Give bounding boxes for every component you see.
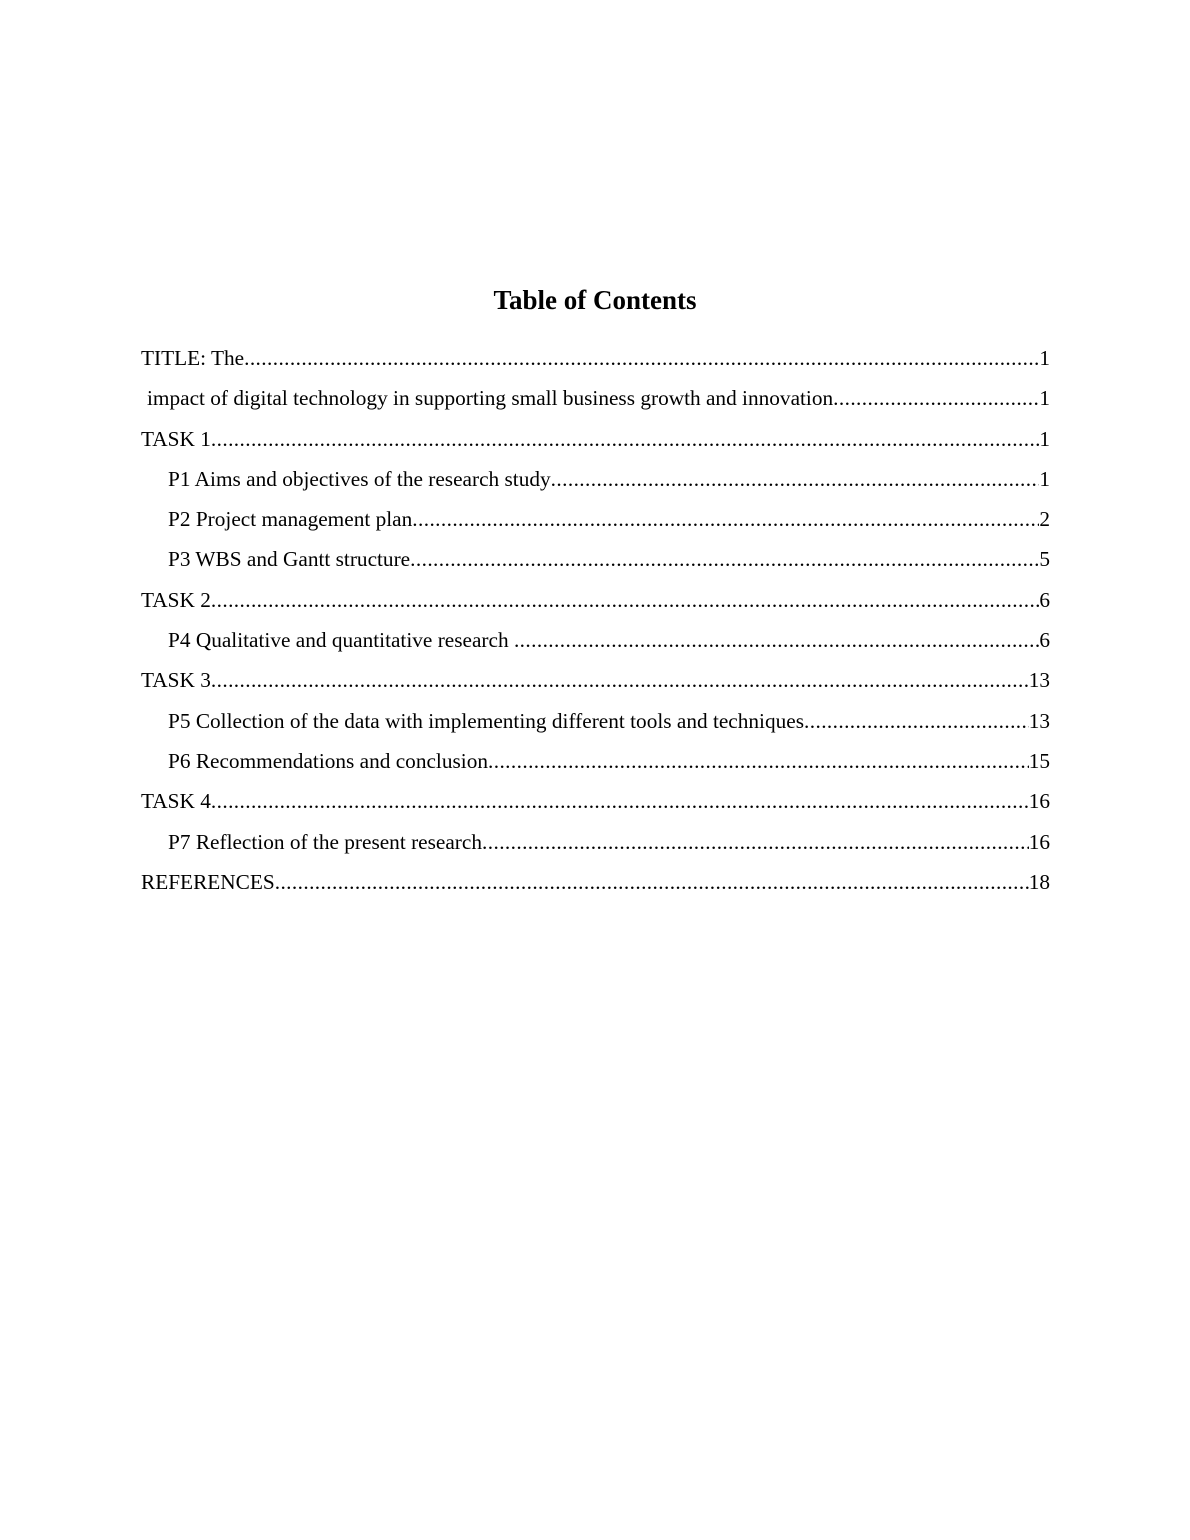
toc-leader-dots <box>244 338 1039 378</box>
toc-title: Table of Contents <box>493 285 697 315</box>
toc-leader-dots <box>211 660 1029 700</box>
toc-entry-text: P4 Qualitative and quantitative research <box>168 628 514 653</box>
toc-entry-task-1[interactable] <box>141 419 1050 459</box>
toc-entry-text: P1 Aims and objectives of the research study <box>168 466 551 491</box>
toc-page-number: 1 <box>1039 346 1050 370</box>
toc-leader-dots <box>804 701 1029 741</box>
toc-entry-text: TASK 3 <box>141 668 211 693</box>
toc-link-references[interactable] <box>141 862 1050 902</box>
toc-entry-title-continued[interactable] <box>141 378 1050 418</box>
toc-entry-title[interactable] <box>141 338 1050 378</box>
toc-entry-p1[interactable] <box>141 459 1050 499</box>
toc-entry-task-4[interactable] <box>141 781 1050 821</box>
toc-leader-dots <box>211 419 1039 459</box>
toc-list <box>141 338 1050 902</box>
toc-page-number: 18 <box>1028 869 1050 894</box>
toc-link-p2[interactable] <box>168 499 1050 539</box>
toc-page-number: 6 <box>1039 587 1050 612</box>
toc-entry-text: P2 Project management plan <box>168 507 413 532</box>
toc-entry-p6[interactable] <box>141 741 1050 781</box>
toc-entry-p7[interactable] <box>141 822 1050 862</box>
toc-page-number: 13 <box>1028 668 1050 693</box>
toc-link-p6[interactable] <box>168 741 1050 781</box>
toc-link-task-4[interactable] <box>141 781 1050 821</box>
toc-entry-task-2[interactable] <box>141 580 1050 620</box>
toc-entry-p4[interactable] <box>141 620 1050 660</box>
toc-page-number: 13 <box>1028 708 1050 733</box>
toc-entry-text: TASK 2 <box>141 587 211 612</box>
toc-leader-dots <box>482 822 1029 862</box>
toc-link-title[interactable] <box>141 338 1050 378</box>
toc-link-p5[interactable] <box>168 701 1050 741</box>
toc-leader-dots <box>275 862 1029 902</box>
toc-page-number: 5 <box>1039 547 1050 572</box>
toc-link-p7[interactable] <box>168 822 1050 862</box>
toc-link-title-continued[interactable] <box>147 378 1050 418</box>
toc-entry-text: P3 WBS and Gantt structure <box>168 547 411 572</box>
toc-entry-references[interactable] <box>141 862 1050 902</box>
toc-leader-dots <box>211 580 1039 620</box>
toc-page-number: 1 <box>1039 426 1050 451</box>
toc-entry-text: REFERENCES <box>141 869 275 894</box>
toc-link-task-1[interactable] <box>141 419 1050 459</box>
toc-entry-text: TASK 4 <box>141 789 211 814</box>
toc-link-task-3[interactable] <box>141 660 1050 700</box>
toc-page-number: 2 <box>1039 507 1050 532</box>
toc-entry-task-3[interactable] <box>141 660 1050 700</box>
toc-link-p1[interactable] <box>168 459 1050 499</box>
toc-leader-dots <box>211 781 1029 821</box>
toc-leader-dots <box>410 539 1039 579</box>
toc-leader-dots <box>412 499 1039 539</box>
toc-link-p4[interactable] <box>168 620 1050 660</box>
toc-page-number: 1 <box>1039 386 1050 411</box>
toc-entry-text: P7 Reflection of the present research <box>168 829 483 854</box>
toc-leader-dots <box>514 620 1039 660</box>
toc-page-number: 1 <box>1039 466 1050 491</box>
toc-leader-dots <box>833 378 1039 418</box>
toc-page-number: 16 <box>1028 829 1050 854</box>
toc-entry-text: P6 Recommendations and conclusion <box>168 748 488 773</box>
toc-page-number: 16 <box>1028 789 1050 814</box>
toc-page-number: 15 <box>1028 748 1050 773</box>
toc-page-number: 6 <box>1039 628 1050 653</box>
toc-entry-text: TASK 1 <box>141 426 211 451</box>
toc-entry-p3[interactable] <box>141 539 1050 579</box>
toc-link-p3[interactable] <box>168 539 1050 579</box>
toc-entry-text: TITLE: The <box>141 346 245 370</box>
toc-leader-dots <box>551 459 1040 499</box>
toc-entry-p2[interactable] <box>141 499 1050 539</box>
toc-entry-p5[interactable] <box>141 701 1050 741</box>
toc-leader-dots <box>488 741 1029 781</box>
toc-entry-text: P5 Collection of the data with implementing different tools and techniques <box>168 708 805 733</box>
toc-link-task-2[interactable] <box>141 580 1050 620</box>
toc-entry-text: impact of digital technology in supporting small business growth and innovation <box>147 386 834 411</box>
